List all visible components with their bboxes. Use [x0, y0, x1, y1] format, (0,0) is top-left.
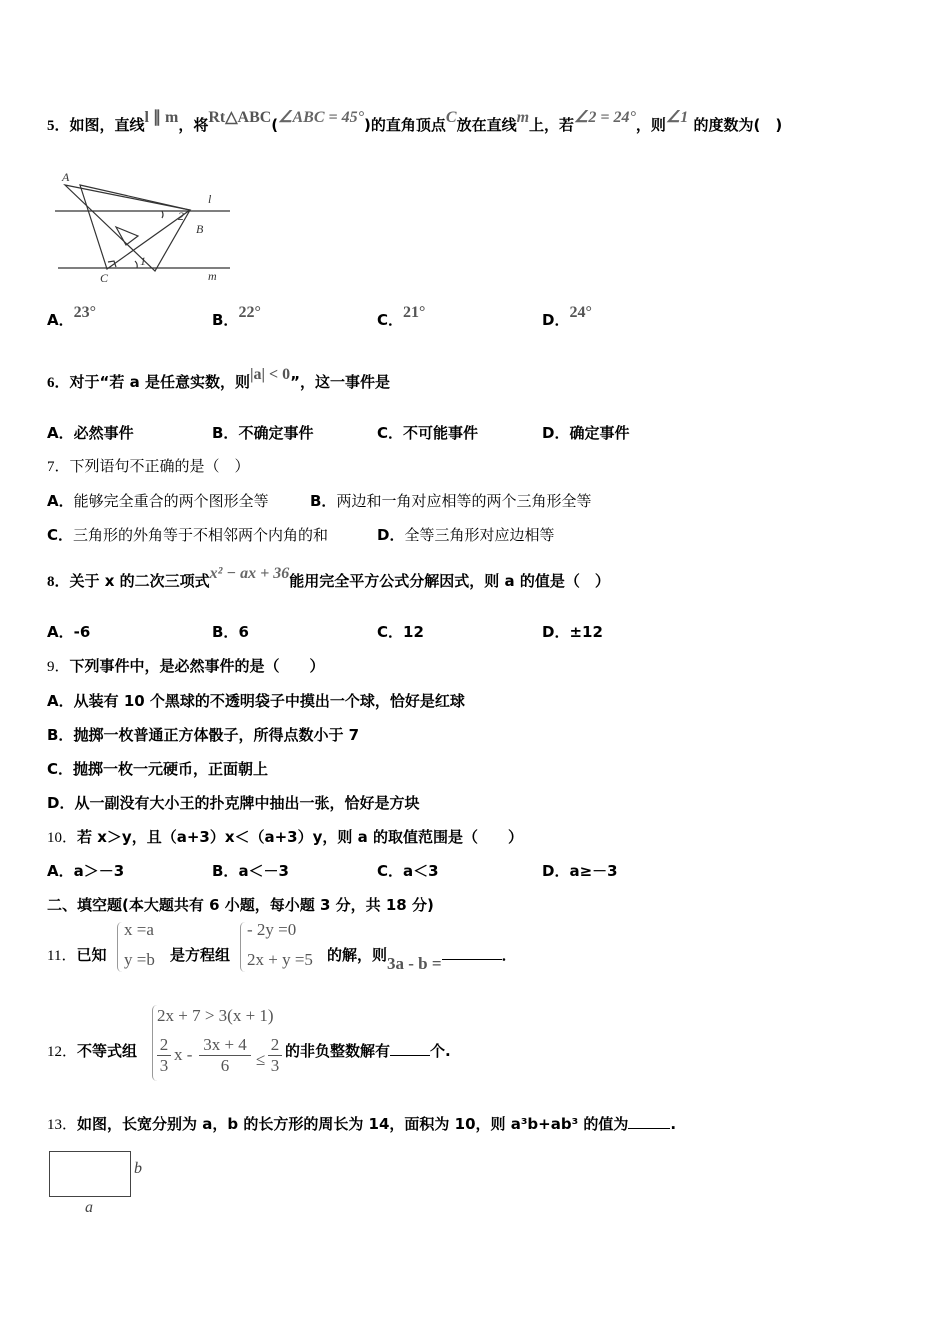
numerator: 3x + 4 [203, 1035, 247, 1054]
option-label: C． [47, 760, 74, 778]
label-2: 2 [178, 209, 184, 223]
math-line: y =b [124, 950, 155, 969]
option-b[interactable] [47, 725, 359, 745]
option-d[interactable] [377, 525, 554, 545]
option-a[interactable] [47, 304, 97, 331]
section-heading: 二、填空题(本大题共有 6 小题，每小题 3 分，共 18 分) [47, 896, 434, 914]
numerator: 2 [159, 1035, 169, 1054]
option-label: B． [212, 311, 239, 329]
option-value: 23° [73, 304, 97, 321]
denominator: 3 [157, 1055, 171, 1076]
math: C [445, 109, 457, 126]
label-B: B [196, 222, 204, 236]
q-number: 11． [47, 948, 77, 964]
option-a[interactable] [47, 861, 124, 881]
q12-tail [285, 1041, 451, 1061]
option-d[interactable] [542, 423, 629, 443]
option-label: D． [542, 623, 570, 641]
option-value: 12 [403, 623, 424, 641]
option-c[interactable] [377, 423, 478, 443]
question-6 [47, 366, 390, 393]
option-c[interactable] [47, 525, 328, 545]
label-1: 1 [140, 254, 146, 268]
label-a: a [85, 1199, 93, 1216]
option-b[interactable] [212, 861, 289, 881]
text: 若 x＞y，且（a+3）x＜（a+3）y，则 a 的取值范围是（ ） [77, 828, 523, 846]
option-d[interactable] [47, 793, 419, 813]
math: l ∥ m [144, 109, 179, 126]
math-line: x =a [124, 920, 154, 939]
math: m [516, 109, 530, 126]
math-line: 2x + 7 > 3(x + 1) [157, 1006, 274, 1025]
option-c[interactable] [377, 622, 424, 642]
math-line: 2x + y =5 [247, 950, 313, 969]
option-label: C． [377, 424, 404, 442]
question-11 [47, 945, 106, 966]
option-c[interactable] [377, 304, 426, 331]
text: 如图，直线 [69, 116, 145, 134]
text: ，将 [178, 116, 209, 134]
rectangle-figure [49, 1151, 131, 1197]
q-number: 8． [47, 574, 70, 590]
label-l: l [208, 192, 212, 206]
q11-tail [327, 945, 517, 973]
option-label: D． [542, 862, 570, 880]
option-d[interactable] [542, 304, 592, 331]
option-value: 确定事件 [569, 424, 630, 442]
answer-blank[interactable] [390, 1055, 430, 1056]
option-label: A． [47, 862, 74, 880]
option-c[interactable] [47, 759, 268, 779]
text: 已知 [76, 946, 107, 964]
label-A: A [62, 170, 70, 184]
brace [117, 922, 122, 972]
option-label: A． [47, 623, 74, 641]
question-9 [47, 656, 325, 677]
text: ，则 [635, 116, 666, 134]
math: ≤ [256, 1050, 266, 1069]
option-label: B． [212, 623, 239, 641]
option-value: 从一副没有大小王的扑克牌中抽出一张，恰好是方块 [74, 794, 420, 812]
option-value: 抛掷一枚一元硬币，正面朝上 [73, 760, 269, 778]
option-label: B． [212, 424, 239, 442]
q-number: 12． [47, 1044, 78, 1060]
option-value: a＞－3 [73, 862, 125, 880]
option-value: 不确定事件 [238, 424, 314, 442]
option-value: a≥－3 [569, 862, 618, 880]
q-number: 10． [47, 830, 78, 846]
option-value: 能够完全重合的两个图形全等 [73, 492, 269, 510]
math-line: - 2y =0 [247, 920, 297, 939]
option-value: 两边和一角对应相等的两个三角形全等 [336, 492, 592, 510]
option-label: D． [47, 794, 75, 812]
text: 关于 x 的二次三项式 [69, 572, 210, 590]
fraction [199, 1035, 251, 1076]
option-value: 三角形的外角等于不相邻两个内角的和 [73, 526, 329, 544]
option-value: 从装有 10 个黑球的不透明袋子中摸出一个球，恰好是红球 [73, 692, 465, 710]
option-label: D． [542, 424, 570, 442]
option-c[interactable] [377, 861, 439, 881]
text: ． [501, 946, 517, 964]
option-label: A． [47, 311, 74, 329]
question-5 [47, 109, 783, 136]
option-label: C． [377, 311, 404, 329]
answer-blank[interactable] [442, 959, 502, 960]
math: ∠2 = 24° [574, 109, 636, 126]
option-label: B． [212, 862, 239, 880]
option-b[interactable] [212, 304, 261, 331]
triangle-figure [50, 165, 240, 285]
math: x² − ax + 36 [209, 565, 290, 582]
q-number: 5． [47, 118, 70, 134]
option-value: 21° [403, 304, 426, 321]
text: ( [271, 116, 279, 134]
text: 的度数为( ) [688, 116, 783, 134]
question-10 [47, 827, 523, 848]
q-number: 13． [47, 1117, 78, 1133]
text: 不等式组 [77, 1042, 138, 1060]
text: 是方程组 [170, 946, 231, 964]
option-label: C． [47, 526, 74, 544]
label-b: b [134, 1160, 142, 1177]
question-13 [47, 1114, 676, 1135]
option-a[interactable] [47, 491, 269, 511]
numerator: 2 [270, 1035, 280, 1054]
fraction [268, 1035, 282, 1076]
denominator: 6 [199, 1055, 251, 1076]
option-label: B． [310, 492, 337, 510]
question-7 [47, 456, 250, 477]
text: 的非负整数解有 [285, 1042, 391, 1060]
option-value: 24° [569, 304, 592, 321]
answer-blank[interactable] [628, 1128, 670, 1129]
option-value: ±12 [569, 623, 603, 641]
option-value: 6 [238, 623, 249, 641]
text: )的直角顶点 [364, 116, 446, 134]
option-b[interactable] [310, 491, 591, 511]
question-12 [47, 1041, 137, 1062]
text: 如图，长宽分别为 a，b 的长方形的周长为 14，面积为 10，则 a³b+ab³ 的值为 [77, 1115, 629, 1133]
label-C: C [100, 271, 109, 285]
question-8 [47, 565, 610, 592]
option-a[interactable] [47, 691, 465, 711]
option-a[interactable] [47, 423, 134, 443]
math: ∠1 [665, 109, 689, 126]
option-label: D． [542, 311, 570, 329]
option-label: C． [377, 862, 404, 880]
text: 放在直线 [456, 116, 517, 134]
text: 的解，则 [327, 946, 388, 964]
option-value: 全等三角形对应边相等 [404, 526, 555, 544]
option-label: C． [377, 623, 404, 641]
option-b[interactable] [212, 622, 249, 642]
text: . [670, 1115, 677, 1133]
option-value: 不可能事件 [403, 424, 479, 442]
option-value: 22° [238, 304, 261, 321]
text: 上，若 [529, 116, 575, 134]
text: 对于“若 a 是任意实数，则 [69, 373, 250, 391]
q-number: 6． [47, 375, 70, 391]
denominator: 3 [268, 1055, 282, 1076]
option-label: B． [47, 726, 74, 744]
fraction [157, 1035, 171, 1076]
brace [240, 922, 245, 972]
q-number: 9． [47, 659, 70, 675]
text: 下列语句不正确的是（ ） [69, 457, 250, 475]
option-value: 抛掷一枚普通正方体骰子，所得点数小于 7 [73, 726, 360, 744]
text: 下列事件中，是必然事件的是（ ） [69, 657, 325, 675]
q-number: 7． [47, 459, 70, 475]
math: ∠ABC = 45° [278, 109, 365, 126]
option-d[interactable] [542, 622, 603, 642]
option-value: 必然事件 [73, 424, 134, 442]
option-label: A． [47, 492, 74, 510]
math: 3a - b = [387, 954, 442, 973]
option-d[interactable] [542, 861, 618, 881]
math: Rt△ABC [208, 109, 272, 126]
option-label: A． [47, 692, 74, 710]
option-value: a＜3 [403, 862, 439, 880]
option-b[interactable] [212, 423, 313, 443]
option-a[interactable] [47, 622, 90, 642]
math: x - [174, 1045, 193, 1064]
option-value: -6 [73, 623, 91, 641]
text: 个. [430, 1042, 451, 1060]
math: |a| < 0 [249, 366, 291, 383]
label-m: m [208, 269, 217, 283]
option-label: A． [47, 424, 74, 442]
text: 能用完全平方公式分解因式，则 a 的值是（ ） [289, 572, 610, 590]
option-value: a＜－3 [238, 862, 289, 880]
text: ”，这一事件是 [290, 373, 390, 391]
option-label: D． [377, 526, 405, 544]
